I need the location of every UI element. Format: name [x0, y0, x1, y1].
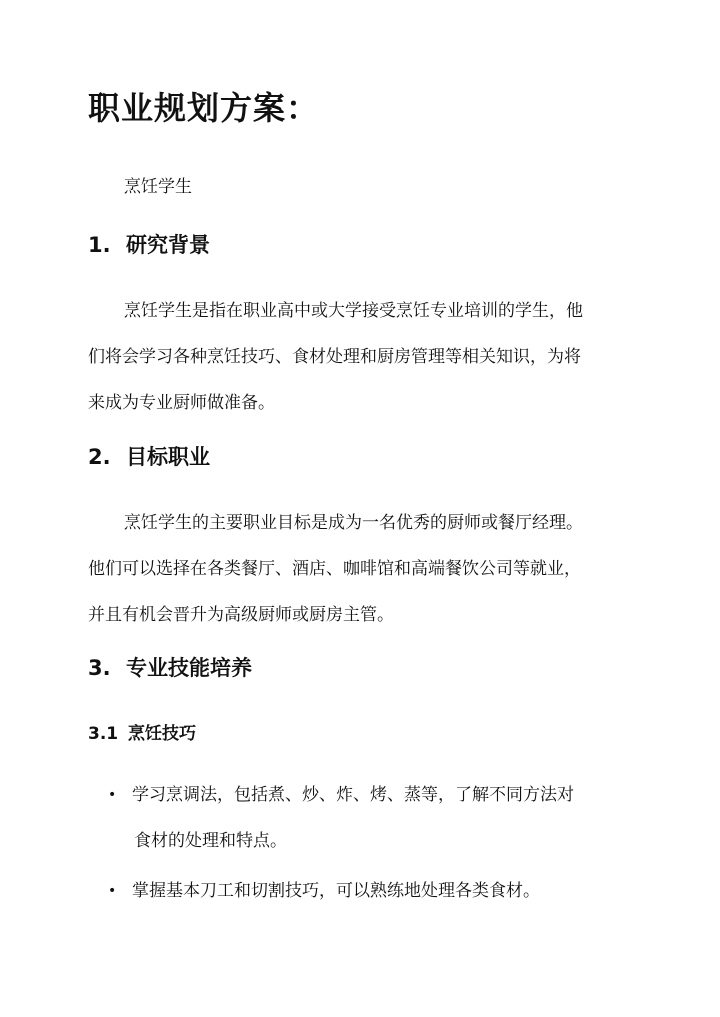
section-number: 3.	[88, 656, 111, 680]
section-number: 1.	[88, 233, 111, 257]
paragraph-line: 烹饪学生的主要职业目标是成为一名优秀的厨师或餐厅经理。	[124, 513, 583, 533]
paragraph-line: 们将会学习各种烹饪技巧、食材处理和厨房管理等相关知识，为将	[88, 347, 581, 367]
paragraph-line: 并且有机会晋升为高级厨师或厨房主管。	[88, 605, 394, 625]
document-subtitle: 烹饪学生	[124, 177, 192, 197]
list-item-line: 食材的处理和特点。	[134, 831, 287, 851]
subsection-title: 烹饪技巧	[128, 724, 196, 744]
section-number: 2.	[88, 445, 111, 469]
section-heading-professional-skills	[88, 652, 252, 684]
bullet-icon: •	[108, 883, 117, 899]
list-item	[108, 868, 628, 914]
section-title: 专业技能培养	[126, 656, 252, 680]
section-paragraph-target-career	[88, 500, 633, 638]
section-heading-target-career	[88, 441, 210, 473]
bullet-icon: •	[108, 787, 117, 803]
paragraph-line: 烹饪学生是指在职业高中或大学接受烹饪专业培训的学生，他	[124, 301, 583, 321]
section-title: 目标职业	[126, 445, 210, 469]
subsection-number: 3.1	[88, 724, 119, 744]
subsection-heading-cooking-skills	[88, 721, 196, 747]
list-item-line: 学习烹调法，包括煮、炒、炸、烤、蒸等，了解不同方法对	[132, 785, 574, 805]
list-item-line: 掌握基本刀工和切割技巧，可以熟练地处理各类食材。	[132, 881, 540, 901]
list-item	[108, 772, 628, 864]
paragraph-line: 他们可以选择在各类餐厅、酒店、咖啡馆和高端餐饮公司等就业，	[88, 559, 581, 579]
document-title: 职业规划方案：	[88, 89, 320, 127]
section-title: 研究背景	[126, 233, 210, 257]
section-paragraph-research-background	[88, 288, 633, 426]
section-heading-research-background	[88, 229, 210, 261]
paragraph-line: 来成为专业厨师做准备。	[88, 393, 275, 413]
